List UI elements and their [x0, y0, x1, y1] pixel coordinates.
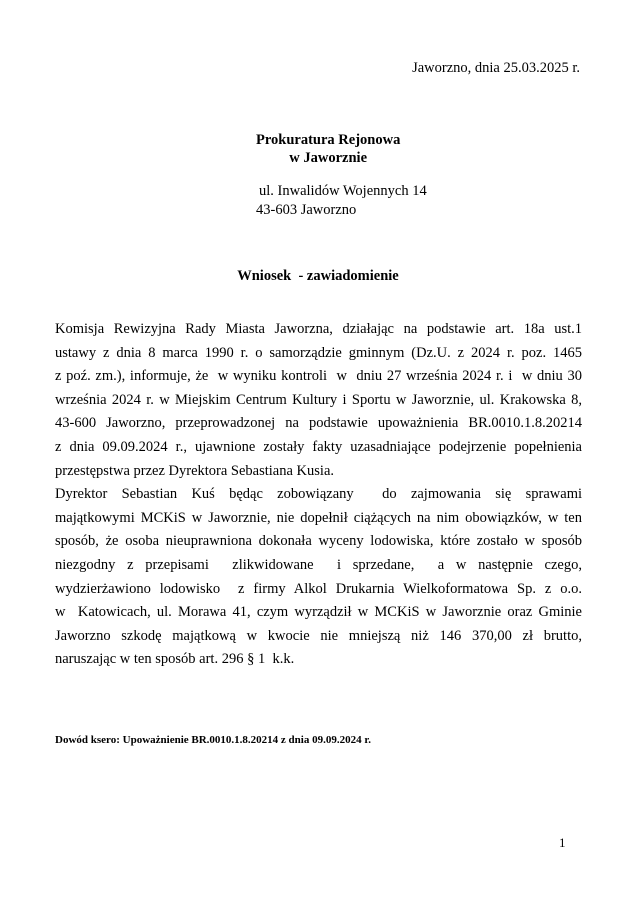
document-body	[55, 318, 582, 672]
recipient-name	[256, 131, 400, 167]
body-line: w Katowicach, ul. Morawa 41, czym wyrządził w MCKiS w Jaworznie oraz Gminie	[55, 604, 582, 621]
document-title: Wniosek - zawiadomienie	[237, 268, 399, 284]
body-line: sposób, że osoba nieuprawniona dokonała wyceny lodowiska, które zostało w sposób	[55, 533, 582, 550]
evidence-note: Dowód ksero: Upoważnienie BR.0010.1.8.20214 z dnia 09.09.2024 r.	[55, 734, 371, 746]
body-line: majątkowymi MCKiS w Jaworznie, nie dopełnił ciążących na nim obowiązków, w ten	[55, 509, 582, 526]
address-street: ul. Inwalidów Wojennych 14	[259, 183, 427, 199]
recipient-address	[256, 182, 427, 220]
body-line: wydzierżawiono lodowisko z firmy Alkol Drukarnia Wielkoformatowa Sp. z o.o.	[55, 580, 582, 597]
place-date: Jaworzno, dnia 25.03.2025 r.	[412, 60, 580, 76]
body-line: z poź. zm.), informuje, że w wyniku kontroli w dniu 27 września 2024 r. i w dniu 30	[55, 368, 582, 385]
body-line: naruszając w ten sposób art. 296 § 1 k.k.	[55, 651, 295, 668]
recipient-line-1: Prokuratura Rejonowa	[256, 132, 401, 148]
body-line: Komisja Rewizyjna Rady Miasta Jaworzna, działając na podstawie art. 18a ust.1	[55, 321, 582, 337]
body-line: niezgodny z przepisami zlikwidowane i sprzedane, a w następnie czego,	[55, 556, 582, 573]
recipient-line-2: w Jaworznie	[289, 150, 368, 166]
address-city: 43-603 Jaworzno	[256, 202, 357, 218]
body-line: przestępstwa przez Dyrektora Sebastiana Kusia.	[55, 462, 335, 479]
body-line: z dnia 09.09.2024 r., ujawnione zostały fakty uzasadniające podejrzenie popełnienia	[55, 438, 582, 455]
body-line: Dyrektor Sebastian Kuś będąc zobowiązany do zajmowania się sprawami	[55, 486, 582, 503]
body-line: 43-600 Jaworzno, przeprowadzonej na podstawie upoważnienia BR.0010.1.8.20214	[55, 415, 582, 432]
body-line: Jaworzno szkodę majątkową w kwocie nie mniejszą niż 146 370,00 zł brutto,	[55, 627, 582, 644]
body-line: ustawy z dnia 8 marca 1990 r. o samorządzie gminnym (Dz.U. z 2024 r. poz. 1465	[55, 344, 582, 361]
body-line: września 2024 r. w Miejskim Centrum Kultury i Sportu w Jaworznie, ul. Krakowska 8,	[55, 391, 582, 408]
page-number: 1	[559, 835, 566, 850]
